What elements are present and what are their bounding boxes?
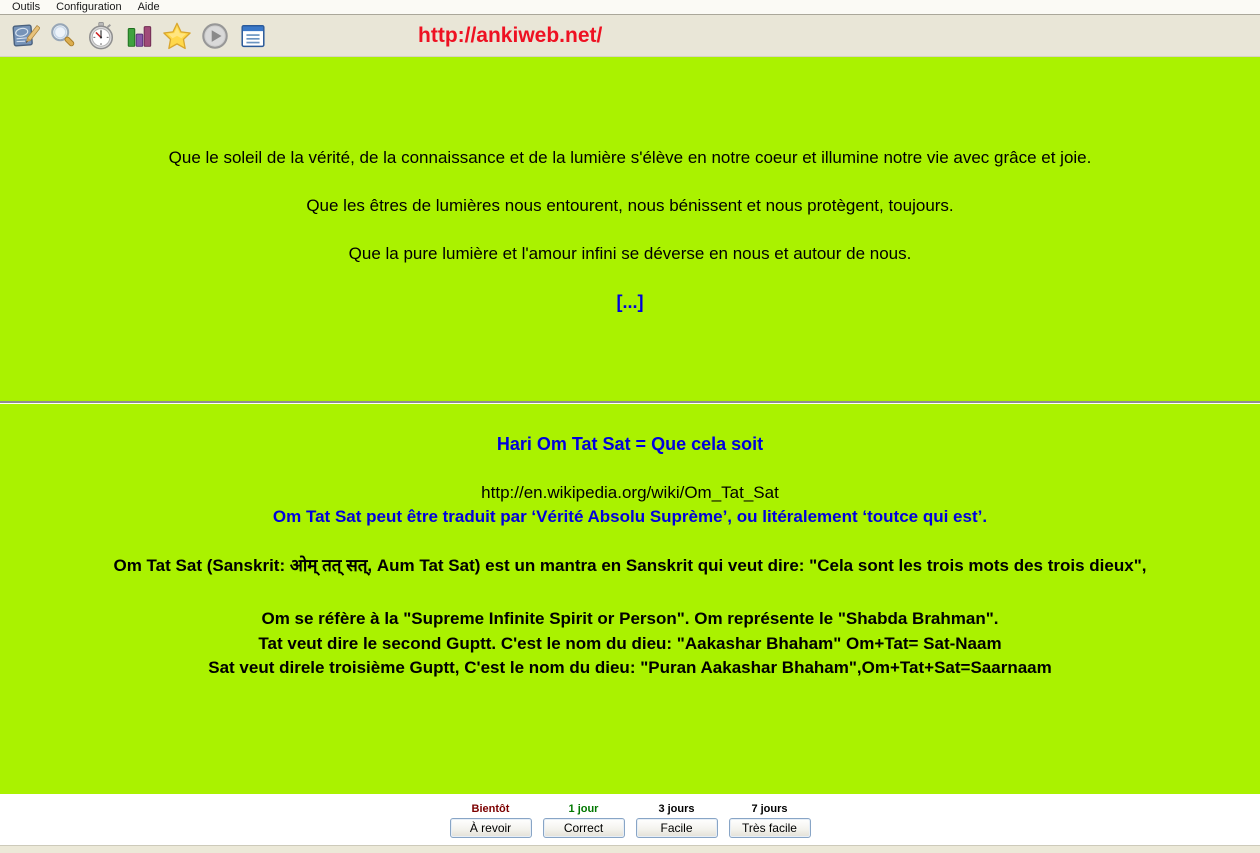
answer-detail-line: Tat veut dire le second Guptt. C'est le nom du dieu: "Aakashar Bhaham" Om+Tat= Sat-Naam <box>258 633 1002 653</box>
question-line: Que la pure lumière et l'amour infini se déverse en nous et autour de nous. <box>348 244 912 263</box>
status-bar <box>0 845 1260 853</box>
answer-option-again <box>450 803 532 838</box>
interval-label-3-days: 3 jours <box>658 803 695 815</box>
question-line: Que les êtres de lumières nous entourent, nous bénissent et nous protègent, toujours. <box>306 196 954 215</box>
question-ellipsis: [...] <box>616 292 644 312</box>
deck-properties-button[interactable] <box>8 19 42 53</box>
answer-title: Hari Om Tat Sat = Que cela soit <box>496 434 764 454</box>
question-answer-divider <box>0 401 1260 404</box>
toolbar <box>0 15 1260 57</box>
card-layout-button[interactable] <box>236 19 270 53</box>
browse-button[interactable] <box>46 19 80 53</box>
very-easy-button[interactable]: Très facile <box>729 818 811 838</box>
study-timer-icon <box>86 21 116 51</box>
graphs-button[interactable] <box>122 19 156 53</box>
answer-detail-line: Om se réfère à la "Supreme Infinite Spirit or Person". Om représente le "Shabda Brahman". <box>261 609 999 628</box>
answer-button-bar <box>0 794 1260 845</box>
answer-option-very-easy <box>729 803 811 838</box>
interval-label-soon: Bientôt <box>471 803 510 815</box>
answer-translation: Om Tat Sat peut être traduit par ‘Vérité Absolu Suprème’, ou litéralement ‘toutce qui est’. <box>272 507 988 526</box>
card-layout-icon <box>238 21 268 51</box>
answer-details <box>0 607 1260 681</box>
graphs-statistics-icon <box>124 21 154 51</box>
interval-label-7-days: 7 jours <box>751 803 788 815</box>
mark-star-icon <box>162 21 192 51</box>
replay-audio-button[interactable] <box>198 19 232 53</box>
replay-audio-icon <box>200 21 230 51</box>
browse-search-icon <box>48 21 78 51</box>
answer-option-easy <box>636 803 718 838</box>
question-line: Que le soleil de la vérité, de la connaissance et de la lumière s'élève en notre coeur et illumine notre vie avec grâce et joie. <box>168 148 1092 167</box>
interval-label-1-day: 1 jour <box>568 803 599 815</box>
menu-aide[interactable]: Aide <box>137 1 160 13</box>
again-button[interactable]: À revoir <box>450 818 532 838</box>
study-options-button[interactable] <box>84 19 118 53</box>
ankiweb-link[interactable]: http://ankiweb.net/ <box>418 23 603 47</box>
deck-properties-icon <box>10 21 40 51</box>
answer-wikipedia-url: http://en.wikipedia.org/wiki/Om_Tat_Sat <box>481 483 779 502</box>
answer-detail-line: Sat veut direle troisième Guptt, C'est le nom du dieu: "Puran Aakashar Bhaham",Om+Tat+Sat=Saarnaam <box>208 658 1052 677</box>
answer-definition: Om Tat Sat (Sanskrit: ओम् तत् सत्, Aum Tat Sat) est un mantra en Sanskrit qui veut dire: "Cela sont les trois mots des trois dieux", <box>113 556 1147 575</box>
easy-button[interactable]: Facile <box>636 818 718 838</box>
correct-button[interactable]: Correct <box>543 818 625 838</box>
menubar <box>0 0 1260 15</box>
card-area <box>0 57 1260 794</box>
menu-outils[interactable]: Outils <box>12 1 41 13</box>
menu-configuration[interactable]: Configuration <box>56 1 122 13</box>
mark-button[interactable] <box>160 19 194 53</box>
answer-option-correct <box>543 803 625 838</box>
